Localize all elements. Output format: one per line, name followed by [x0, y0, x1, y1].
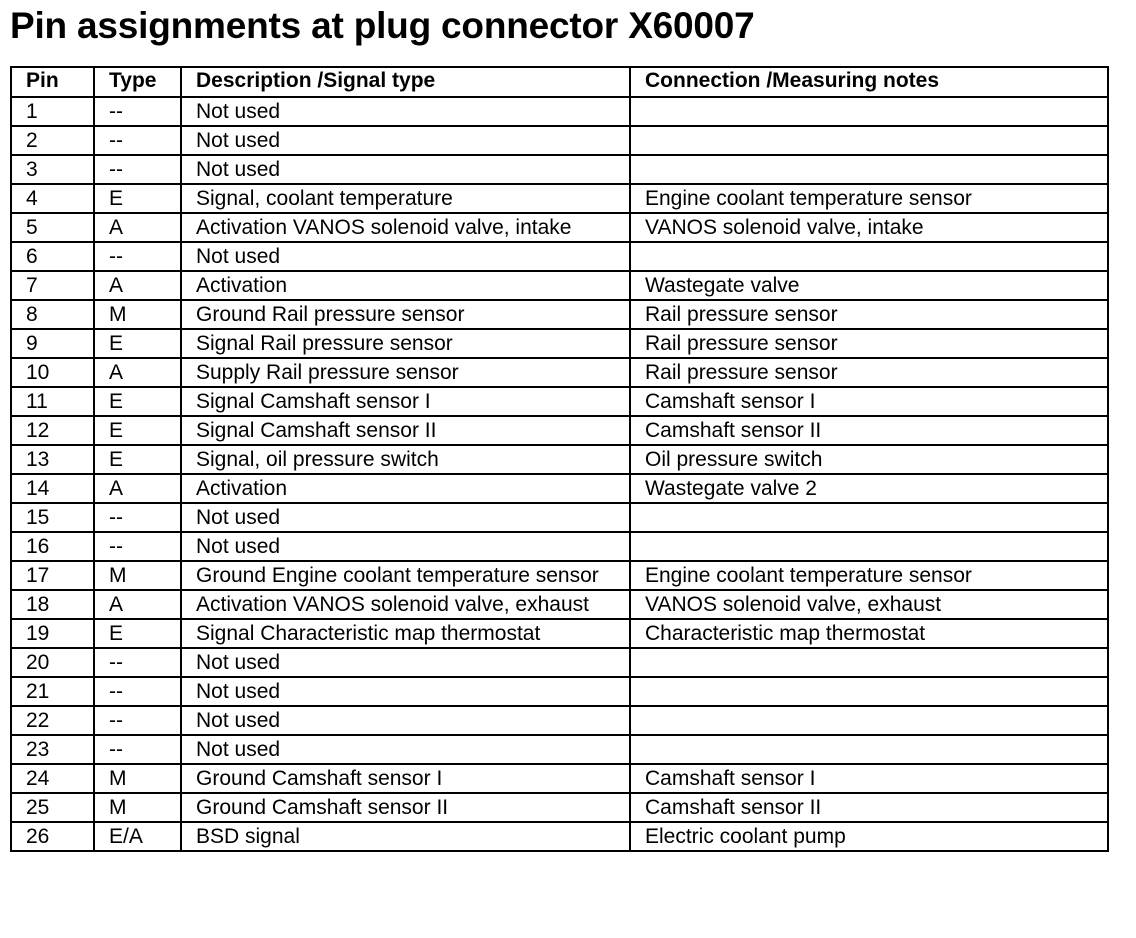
description-cell: Not used	[181, 97, 630, 126]
table-header	[11, 67, 1108, 97]
header-pin: Pin	[11, 67, 94, 97]
type-cell: --	[94, 126, 181, 155]
pin-cell: 5	[11, 213, 94, 242]
description-cell: Ground Engine coolant temperature sensor	[181, 561, 630, 590]
description-cell: Not used	[181, 532, 630, 561]
connection-cell: Rail pressure sensor	[630, 300, 1108, 329]
pin-cell: 15	[11, 503, 94, 532]
header-type: Type	[94, 67, 181, 97]
type-cell: --	[94, 648, 181, 677]
pin-cell: 17	[11, 561, 94, 590]
pin-cell: 11	[11, 387, 94, 416]
table-row	[11, 213, 1108, 242]
type-cell: E/A	[94, 822, 181, 851]
table-row	[11, 561, 1108, 590]
pin-cell: 26	[11, 822, 94, 851]
connection-cell: Wastegate valve	[630, 271, 1108, 300]
pin-cell: 12	[11, 416, 94, 445]
connection-cell	[630, 648, 1108, 677]
description-cell: Activation	[181, 271, 630, 300]
connection-cell: Camshaft sensor I	[630, 764, 1108, 793]
type-cell: M	[94, 793, 181, 822]
description-cell: Ground Camshaft sensor I	[181, 764, 630, 793]
description-cell: Signal Camshaft sensor II	[181, 416, 630, 445]
connection-cell: Rail pressure sensor	[630, 329, 1108, 358]
table-row	[11, 271, 1108, 300]
description-cell: Activation VANOS solenoid valve, intake	[181, 213, 630, 242]
type-cell: --	[94, 155, 181, 184]
header-row	[11, 67, 1108, 97]
connection-cell: VANOS solenoid valve, intake	[630, 213, 1108, 242]
table-row	[11, 677, 1108, 706]
table-row	[11, 764, 1108, 793]
connection-cell: Wastegate valve 2	[630, 474, 1108, 503]
type-cell: E	[94, 619, 181, 648]
table-row	[11, 416, 1108, 445]
table-body	[11, 97, 1108, 851]
pin-cell: 19	[11, 619, 94, 648]
pin-cell: 2	[11, 126, 94, 155]
connection-cell	[630, 706, 1108, 735]
pin-cell: 20	[11, 648, 94, 677]
header-connection: Connection /Measuring notes	[630, 67, 1108, 97]
table-row	[11, 358, 1108, 387]
type-cell: E	[94, 445, 181, 474]
connection-cell	[630, 735, 1108, 764]
connection-cell: Camshaft sensor II	[630, 793, 1108, 822]
connection-cell	[630, 503, 1108, 532]
pin-cell: 25	[11, 793, 94, 822]
table-row	[11, 648, 1108, 677]
description-cell: Not used	[181, 155, 630, 184]
type-cell: E	[94, 329, 181, 358]
table-row	[11, 155, 1108, 184]
pin-cell: 13	[11, 445, 94, 474]
pin-cell: 3	[11, 155, 94, 184]
type-cell: A	[94, 474, 181, 503]
type-cell: --	[94, 97, 181, 126]
description-cell: Not used	[181, 648, 630, 677]
type-cell: --	[94, 706, 181, 735]
table-row	[11, 126, 1108, 155]
description-cell: Not used	[181, 677, 630, 706]
description-cell: Ground Camshaft sensor II	[181, 793, 630, 822]
description-cell: Not used	[181, 242, 630, 271]
table-row	[11, 387, 1108, 416]
table-row	[11, 532, 1108, 561]
type-cell: A	[94, 590, 181, 619]
connection-cell: Electric coolant pump	[630, 822, 1108, 851]
description-cell: Activation VANOS solenoid valve, exhaust	[181, 590, 630, 619]
connection-cell: VANOS solenoid valve, exhaust	[630, 590, 1108, 619]
type-cell: E	[94, 387, 181, 416]
table-row	[11, 300, 1108, 329]
connection-cell: Engine coolant temperature sensor	[630, 184, 1108, 213]
description-cell: Supply Rail pressure sensor	[181, 358, 630, 387]
description-cell: Not used	[181, 126, 630, 155]
description-cell: Signal, oil pressure switch	[181, 445, 630, 474]
pin-cell: 4	[11, 184, 94, 213]
connection-cell	[630, 532, 1108, 561]
type-cell: --	[94, 677, 181, 706]
pin-cell: 6	[11, 242, 94, 271]
description-cell: Signal Characteristic map thermostat	[181, 619, 630, 648]
table-row	[11, 329, 1108, 358]
description-cell: Activation	[181, 474, 630, 503]
type-cell: A	[94, 271, 181, 300]
pin-cell: 7	[11, 271, 94, 300]
connection-cell	[630, 677, 1108, 706]
description-cell: Signal Camshaft sensor I	[181, 387, 630, 416]
page-title: Pin assignments at plug connector X60007	[10, 5, 755, 46]
description-cell: Not used	[181, 706, 630, 735]
connection-cell: Camshaft sensor I	[630, 387, 1108, 416]
connection-cell: Engine coolant temperature sensor	[630, 561, 1108, 590]
pin-cell: 18	[11, 590, 94, 619]
type-cell: A	[94, 213, 181, 242]
type-cell: --	[94, 735, 181, 764]
pin-cell: 21	[11, 677, 94, 706]
table-row	[11, 706, 1108, 735]
pin-cell: 16	[11, 532, 94, 561]
pin-cell: 23	[11, 735, 94, 764]
connection-cell	[630, 155, 1108, 184]
type-cell: E	[94, 184, 181, 213]
description-cell: Not used	[181, 735, 630, 764]
table-row	[11, 445, 1108, 474]
type-cell: --	[94, 242, 181, 271]
table-row	[11, 503, 1108, 532]
table-row	[11, 97, 1108, 126]
connection-cell: Camshaft sensor II	[630, 416, 1108, 445]
pin-cell: 14	[11, 474, 94, 503]
type-cell: --	[94, 532, 181, 561]
type-cell: M	[94, 764, 181, 793]
table-row	[11, 793, 1108, 822]
description-cell: Not used	[181, 503, 630, 532]
pin-cell: 8	[11, 300, 94, 329]
type-cell: E	[94, 416, 181, 445]
table-row	[11, 822, 1108, 851]
connection-cell: Rail pressure sensor	[630, 358, 1108, 387]
connection-cell	[630, 242, 1108, 271]
table-row	[11, 735, 1108, 764]
table-row	[11, 474, 1108, 503]
description-cell: BSD signal	[181, 822, 630, 851]
table-row	[11, 242, 1108, 271]
table-row	[11, 590, 1108, 619]
table-row	[11, 619, 1108, 648]
pin-cell: 24	[11, 764, 94, 793]
type-cell: --	[94, 503, 181, 532]
pin-cell: 1	[11, 97, 94, 126]
type-cell: A	[94, 358, 181, 387]
header-description: Description /Signal type	[181, 67, 630, 97]
connection-cell	[630, 126, 1108, 155]
type-cell: M	[94, 561, 181, 590]
pin-cell: 22	[11, 706, 94, 735]
connection-cell: Oil pressure switch	[630, 445, 1108, 474]
description-cell: Signal Rail pressure sensor	[181, 329, 630, 358]
type-cell: M	[94, 300, 181, 329]
description-cell: Ground Rail pressure sensor	[181, 300, 630, 329]
description-cell: Signal, coolant temperature	[181, 184, 630, 213]
pin-cell: 10	[11, 358, 94, 387]
connection-cell: Characteristic map thermostat	[630, 619, 1108, 648]
pin-cell: 9	[11, 329, 94, 358]
table-row	[11, 184, 1108, 213]
pin-assignment-table	[10, 66, 1109, 852]
connection-cell	[630, 97, 1108, 126]
